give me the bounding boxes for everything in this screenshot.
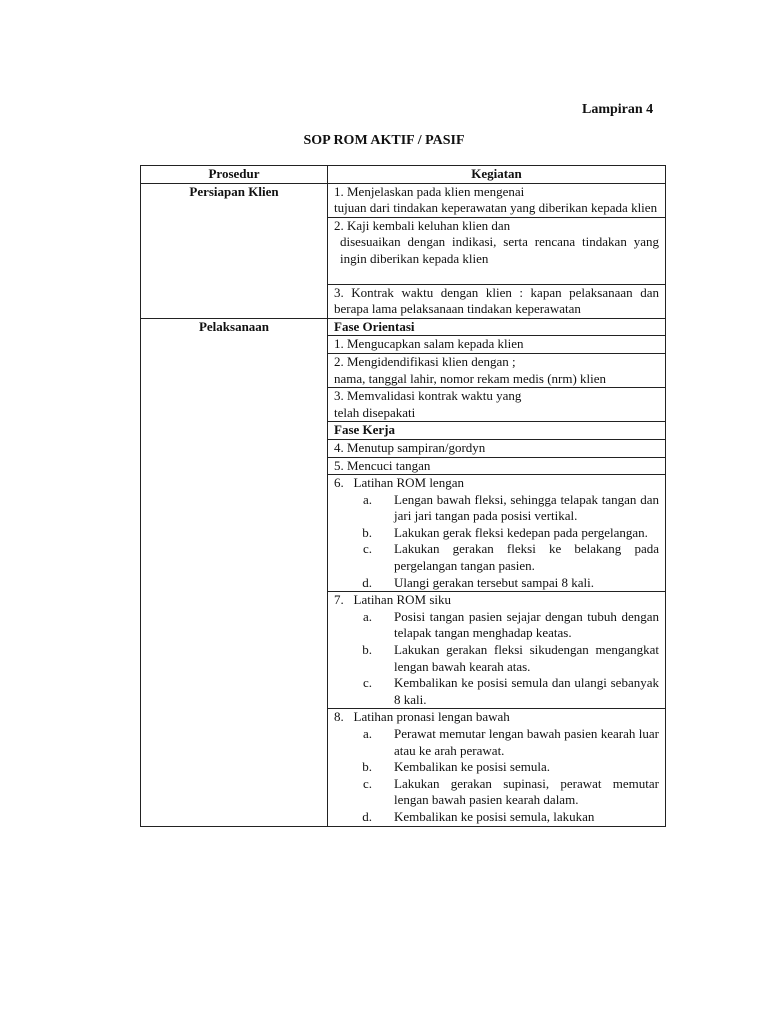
item-text: Lakukan gerak fleksi kedepan pada pergelangan. (394, 524, 648, 540)
list-item (334, 809, 659, 826)
header-prosedur: Prosedur (141, 166, 328, 184)
list-item (334, 541, 659, 574)
table-header-row (141, 166, 666, 184)
list-item (334, 675, 659, 708)
step-text: nama, tanggal lahir, nomor rekam medis (nrm) klien (334, 370, 607, 386)
item-text: Lakukan gerakan fleksi ke belakang pada pergelangan tangan pasien. (394, 541, 659, 574)
item-label: a. (362, 491, 372, 507)
item-text: Kembalikan ke posisi semula. (394, 759, 550, 775)
item-text: Kembalikan ke posisi semula, lakukan (394, 808, 595, 824)
list-item (334, 575, 659, 592)
item-label: d. (362, 574, 372, 590)
list-item (334, 492, 659, 525)
step-text: 2. Kaji kembali keluhan klien dan (334, 217, 511, 233)
item-text: Perawat memutar lengan bawah pasien kearah luar atau ke arah perawat. (394, 726, 659, 758)
item-text: Lakukan gerakan fleksi sikudengan mengangkat lengan bawah kearah atas. (394, 642, 659, 674)
item-label: c. (362, 541, 372, 557)
item-text: Posisi tangan pasien sejajar dengan tubuh dengan telapak tangan menghadap keatas. (394, 608, 659, 641)
kegiatan-cell (328, 353, 666, 387)
item-text: Lengan bawah fleksi, sehingga telapak tangan dan jari jari tangan pada posisi vertikal. (394, 491, 659, 524)
step-title: 6. Latihan ROM lengan (334, 475, 464, 491)
kegiatan-cell: 1. Mengucapkan salam kepada klien (328, 336, 666, 354)
table-row (141, 318, 666, 336)
kegiatan-cell (328, 709, 666, 826)
appendix-label: Lampiran 4 (582, 102, 654, 117)
list-item (334, 726, 659, 759)
item-label: b. (362, 524, 372, 540)
step-title: 8. Latihan pronasi lengan bawah (334, 709, 510, 725)
phase-orientasi: Fase Orientasi (328, 318, 666, 336)
kegiatan-cell: 4. Menutup sampiran/gordyn (328, 439, 666, 457)
kegiatan-cell (328, 388, 666, 422)
item-text: Ulangi gerakan tersebut sampai 8 kali. (394, 574, 594, 590)
document-title: SOP ROM AKTIF / PASIF (303, 133, 465, 148)
item-label: c. (362, 675, 372, 691)
table-row (141, 183, 666, 217)
item-text: Lakukan gerakan supinasi, perawat memutar lengan bawah pasien kearah dalam. (394, 775, 659, 808)
header-kegiatan: Kegiatan (328, 166, 666, 184)
step-title: 7. Latihan ROM siku (334, 592, 451, 608)
item-text: Kembalikan ke posisi semula dan ulangi sebanyak 8 kali. (394, 675, 659, 707)
step-text: 2. Mengidendifikasi klien dengan ; (334, 353, 516, 369)
prosedur-pelaksanaan: Pelaksanaan (141, 318, 328, 826)
item-label: b. (362, 642, 372, 658)
step-text: telah disepakati (334, 404, 416, 420)
kegiatan-cell (328, 183, 666, 217)
item-label: b. (362, 759, 372, 775)
step-text: disesuaikan dengan indikasi, serta rencana tindakan yang ingin diberikan kepada klien (340, 234, 659, 266)
kegiatan-cell: 5. Mencuci tangan (328, 457, 666, 475)
item-label: a. (362, 608, 372, 624)
item-label: a. (362, 726, 372, 741)
item-label: d. (362, 808, 372, 824)
list-item (334, 525, 659, 542)
step-text: 1. Menjelaskan pada klien mengenai (334, 183, 525, 199)
kegiatan-cell (328, 217, 666, 284)
list-item (334, 642, 659, 675)
sop-table (140, 165, 666, 827)
step-text: 3. Memvalidasi kontrak waktu yang (334, 388, 522, 404)
phase-kerja: Fase Kerja (328, 422, 666, 440)
list-item (334, 609, 659, 642)
kegiatan-cell (328, 475, 666, 592)
list-item (334, 776, 659, 809)
kegiatan-cell: 3. Kontrak waktu dengan klien : kapan pelaksanaan dan berapa lama pelaksanaan tindakan keperawatan (328, 284, 666, 318)
item-label: c. (362, 775, 372, 791)
kegiatan-cell (328, 592, 666, 709)
spacer (334, 268, 659, 284)
list-item (334, 759, 659, 776)
prosedur-persiapan: Persiapan Klien (141, 183, 328, 318)
step-text: tujuan dari tindakan keperawatan yang diberikan kepada klien (334, 200, 658, 216)
